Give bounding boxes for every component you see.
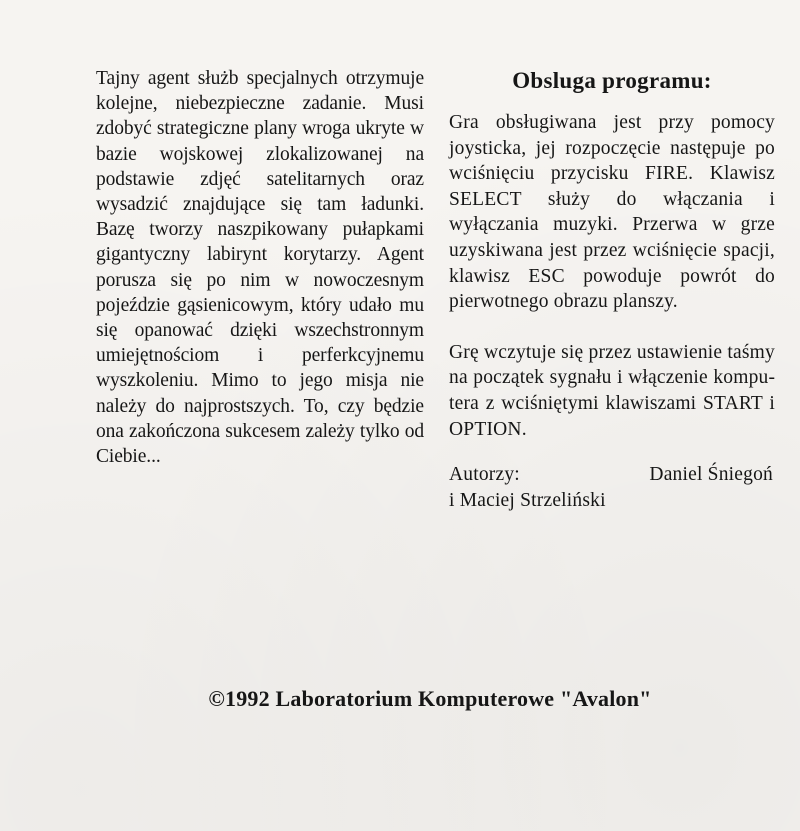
authors-label: Autorzy: — [449, 464, 520, 486]
author-name-2: i Maciej Strzeliński — [449, 489, 606, 511]
authors-line — [449, 462, 775, 488]
story-column — [96, 66, 424, 469]
loading-paragraph: Grę wczytuje się przez ustawienie taśmy na początek sygnału i włączenie komputera z wciśniętymi klawiszami START i OPTION. — [449, 341, 775, 440]
author-name-1: Daniel Śniegoń — [649, 464, 773, 486]
copyright-notice: ©1992 Laboratorium Komputerowe "Avalon" — [208, 686, 652, 711]
authors-block — [449, 462, 775, 513]
controls-paragraph: Gra obsługiwana jest przy pomocy joysticka, jej rozpoczęcie następuje po wciśnięciu przycisku FIRE. Klawisz SELECT służy do włączania i wyłączania muzyki. Przerwa w grze uzyskiwana jest przez wciśnięcie spacji, klawisz ESC powoduje powrót do pierwotnego obrazu planszy. — [449, 112, 775, 313]
story-text: Tajny agent służb specjalnych otrzymuje kolejne, niebezpieczne zadanie. Musi zdobyć strategiczne plany wroga ukryte w bazie wojskowej zlokalizowanej na podstawie zdjęć satelitarnych oraz wysadzić znajdujące się tam ładunki. Bazę tworzy naszpikowany pułapkami gigantyczny labirynt korytarzy. Agent porusza się po nim w nowoczesnym pojeździe gąsienicowym, który udało mu się opanować dzięki wszechstronnym umiejętnościom i perferkcyjnemu wyszkoleniu. Mimo to jego misja nie należy do najprostszych. To, czy będzie ona zakończona sukcesem zależy tylko od Ciebie... — [96, 68, 424, 468]
instructions-column — [449, 66, 775, 513]
instructions-heading: Obsluga programu: — [512, 68, 712, 93]
